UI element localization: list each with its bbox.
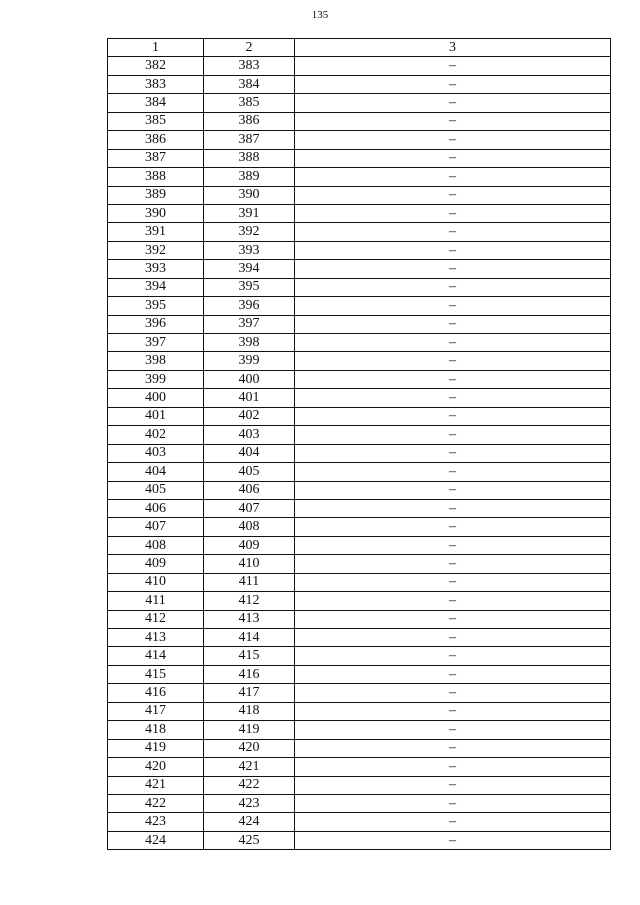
- table-cell-col-3: –: [295, 610, 611, 628]
- table-header: [108, 39, 611, 57]
- table-cell-col-2: 403: [204, 426, 295, 444]
- table-cell-col-3: –: [295, 684, 611, 702]
- table-header-row: [108, 39, 611, 57]
- table-row: [108, 684, 611, 702]
- table-cell-col-3: –: [295, 776, 611, 794]
- table-cell-col-1: 413: [108, 629, 204, 647]
- table-row: [108, 75, 611, 93]
- table-cell-col-3: –: [295, 758, 611, 776]
- table-row: [108, 555, 611, 573]
- table-cell-col-3: –: [295, 241, 611, 259]
- table-cell-col-3: –: [295, 149, 611, 167]
- table-cell-col-2: 385: [204, 94, 295, 112]
- table-cell-col-1: 392: [108, 241, 204, 259]
- table-cell-col-1: 409: [108, 555, 204, 573]
- table-cell-col-2: 392: [204, 223, 295, 241]
- table-row: [108, 370, 611, 388]
- table-cell-col-1: 402: [108, 426, 204, 444]
- table-cell-col-2: 418: [204, 702, 295, 720]
- table-cell-col-1: 394: [108, 278, 204, 296]
- table-cell-col-2: 421: [204, 758, 295, 776]
- table-cell-col-2: 410: [204, 555, 295, 573]
- table-row: [108, 57, 611, 75]
- table-cell-col-1: 398: [108, 352, 204, 370]
- table-cell-col-1: 390: [108, 204, 204, 222]
- table-cell-col-3: –: [295, 370, 611, 388]
- table-cell-col-1: 421: [108, 776, 204, 794]
- table-cell-col-1: 406: [108, 499, 204, 517]
- table-cell-col-2: 395: [204, 278, 295, 296]
- table-cell-col-2: 386: [204, 112, 295, 130]
- table-cell-col-2: 394: [204, 260, 295, 278]
- table-cell-col-2: 404: [204, 444, 295, 462]
- table-row: [108, 297, 611, 315]
- table-cell-col-1: 399: [108, 370, 204, 388]
- table-cell-col-1: 396: [108, 315, 204, 333]
- table-cell-col-2: 420: [204, 739, 295, 757]
- table-cell-col-3: –: [295, 665, 611, 683]
- table-cell-col-3: –: [295, 223, 611, 241]
- table-cell-col-3: –: [295, 813, 611, 831]
- table-cell-col-2: 412: [204, 592, 295, 610]
- table-cell-col-3: –: [295, 204, 611, 222]
- table-row: [108, 794, 611, 812]
- table-cell-col-3: –: [295, 481, 611, 499]
- table-cell-col-2: 393: [204, 241, 295, 259]
- table-row: [108, 168, 611, 186]
- column-header-1: 1: [108, 39, 204, 57]
- table-row: [108, 149, 611, 167]
- table-row: [108, 481, 611, 499]
- table-cell-col-3: –: [295, 536, 611, 554]
- table-cell-col-1: 420: [108, 758, 204, 776]
- table-row: [108, 629, 611, 647]
- table-cell-col-3: –: [295, 94, 611, 112]
- table-cell-col-1: 410: [108, 573, 204, 591]
- table-cell-col-2: 416: [204, 665, 295, 683]
- table-row: [108, 536, 611, 554]
- table-row: [108, 739, 611, 757]
- table-row: [108, 278, 611, 296]
- table-cell-col-2: 417: [204, 684, 295, 702]
- table-row: [108, 813, 611, 831]
- column-header-2: 2: [204, 39, 295, 57]
- table-row: [108, 94, 611, 112]
- table-cell-col-3: –: [295, 297, 611, 315]
- table-row: [108, 204, 611, 222]
- table-cell-col-2: 411: [204, 573, 295, 591]
- table-row: [108, 758, 611, 776]
- table-row: [108, 444, 611, 462]
- table-row: [108, 426, 611, 444]
- table-cell-col-2: 391: [204, 204, 295, 222]
- table-cell-col-1: 385: [108, 112, 204, 130]
- table-cell-col-2: 402: [204, 407, 295, 425]
- table-cell-col-2: 390: [204, 186, 295, 204]
- table-cell-col-3: –: [295, 57, 611, 75]
- table-cell-col-2: 407: [204, 499, 295, 517]
- table-cell-col-3: –: [295, 463, 611, 481]
- table-cell-col-2: 422: [204, 776, 295, 794]
- table-row: [108, 463, 611, 481]
- table-row: [108, 315, 611, 333]
- table-cell-col-3: –: [295, 168, 611, 186]
- table-cell-col-1: 400: [108, 389, 204, 407]
- table-cell-col-1: 404: [108, 463, 204, 481]
- column-header-3: 3: [295, 39, 611, 57]
- table-cell-col-3: –: [295, 518, 611, 536]
- table-cell-col-2: 388: [204, 149, 295, 167]
- page-number: 135: [311, 9, 329, 21]
- table-cell-col-3: –: [295, 112, 611, 130]
- table-row: [108, 647, 611, 665]
- table-cell-col-1: 387: [108, 149, 204, 167]
- table-cell-col-2: 398: [204, 334, 295, 352]
- table-cell-col-3: –: [295, 702, 611, 720]
- table-cell-col-3: –: [295, 573, 611, 591]
- table-row: [108, 407, 611, 425]
- table-cell-col-2: 399: [204, 352, 295, 370]
- table-cell-col-1: 395: [108, 297, 204, 315]
- table-cell-col-3: –: [295, 721, 611, 739]
- table-cell-col-2: 400: [204, 370, 295, 388]
- table-cell-col-1: 403: [108, 444, 204, 462]
- table-cell-col-1: 397: [108, 334, 204, 352]
- table-cell-col-2: 409: [204, 536, 295, 554]
- table-cell-col-2: 414: [204, 629, 295, 647]
- table-row: [108, 352, 611, 370]
- table-cell-col-1: 382: [108, 57, 204, 75]
- table-cell-col-3: –: [295, 352, 611, 370]
- table-cell-col-1: 383: [108, 75, 204, 93]
- table-row: [108, 721, 611, 739]
- table-cell-col-2: 415: [204, 647, 295, 665]
- table-cell-col-1: 416: [108, 684, 204, 702]
- table-cell-col-1: 391: [108, 223, 204, 241]
- table-row: [108, 831, 611, 849]
- table-cell-col-3: –: [295, 75, 611, 93]
- table-cell-col-1: 412: [108, 610, 204, 628]
- table-row: [108, 223, 611, 241]
- table-cell-col-1: 386: [108, 131, 204, 149]
- table-cell-col-3: –: [295, 278, 611, 296]
- table-row: [108, 112, 611, 130]
- table-cell-col-3: –: [295, 739, 611, 757]
- table-cell-col-3: –: [295, 794, 611, 812]
- table-cell-col-3: –: [295, 131, 611, 149]
- table-cell-col-1: 401: [108, 407, 204, 425]
- table-cell-col-1: 424: [108, 831, 204, 849]
- table-cell-col-2: 383: [204, 57, 295, 75]
- table-row: [108, 702, 611, 720]
- table-cell-col-3: –: [295, 555, 611, 573]
- table-cell-col-2: 406: [204, 481, 295, 499]
- table-cell-col-3: –: [295, 260, 611, 278]
- table-cell-col-2: 413: [204, 610, 295, 628]
- table-cell-col-1: 417: [108, 702, 204, 720]
- table-cell-col-3: –: [295, 389, 611, 407]
- table-cell-col-2: 425: [204, 831, 295, 849]
- table-row: [108, 334, 611, 352]
- table-cell-col-2: 397: [204, 315, 295, 333]
- table-cell-col-1: 384: [108, 94, 204, 112]
- table-row: [108, 499, 611, 517]
- table-row: [108, 776, 611, 794]
- table-cell-col-1: 389: [108, 186, 204, 204]
- table-cell-col-3: –: [295, 426, 611, 444]
- table-cell-col-2: 396: [204, 297, 295, 315]
- table-cell-col-1: 423: [108, 813, 204, 831]
- table-cell-col-1: 418: [108, 721, 204, 739]
- table-cell-col-1: 388: [108, 168, 204, 186]
- table-row: [108, 241, 611, 259]
- table-cell-col-2: 423: [204, 794, 295, 812]
- table-cell-col-2: 424: [204, 813, 295, 831]
- table-cell-col-3: –: [295, 499, 611, 517]
- table-cell-col-1: 405: [108, 481, 204, 499]
- table-row: [108, 573, 611, 591]
- table-body: [108, 57, 611, 850]
- table-cell-col-2: 389: [204, 168, 295, 186]
- table-cell-col-3: –: [295, 592, 611, 610]
- table-cell-col-2: 419: [204, 721, 295, 739]
- table-cell-col-1: 408: [108, 536, 204, 554]
- table-row: [108, 186, 611, 204]
- table-cell-col-1: 415: [108, 665, 204, 683]
- table-cell-col-3: –: [295, 315, 611, 333]
- table-cell-col-3: –: [295, 647, 611, 665]
- data-table: [107, 38, 611, 850]
- table-cell-col-3: –: [295, 334, 611, 352]
- table-row: [108, 260, 611, 278]
- table-cell-col-1: 419: [108, 739, 204, 757]
- table-cell-col-3: –: [295, 629, 611, 647]
- table-row: [108, 592, 611, 610]
- table-cell-col-2: 408: [204, 518, 295, 536]
- table-cell-col-1: 422: [108, 794, 204, 812]
- table-cell-col-2: 405: [204, 463, 295, 481]
- table-cell-col-2: 401: [204, 389, 295, 407]
- table-cell-col-1: 393: [108, 260, 204, 278]
- table-cell-col-3: –: [295, 444, 611, 462]
- table-row: [108, 518, 611, 536]
- table-row: [108, 131, 611, 149]
- table-row: [108, 665, 611, 683]
- table-cell-col-3: –: [295, 407, 611, 425]
- table-cell-col-3: –: [295, 186, 611, 204]
- table-cell-col-3: –: [295, 831, 611, 849]
- table-row: [108, 389, 611, 407]
- table-cell-col-2: 384: [204, 75, 295, 93]
- table-row: [108, 610, 611, 628]
- table-cell-col-2: 387: [204, 131, 295, 149]
- table-cell-col-1: 414: [108, 647, 204, 665]
- table-cell-col-1: 407: [108, 518, 204, 536]
- table-cell-col-1: 411: [108, 592, 204, 610]
